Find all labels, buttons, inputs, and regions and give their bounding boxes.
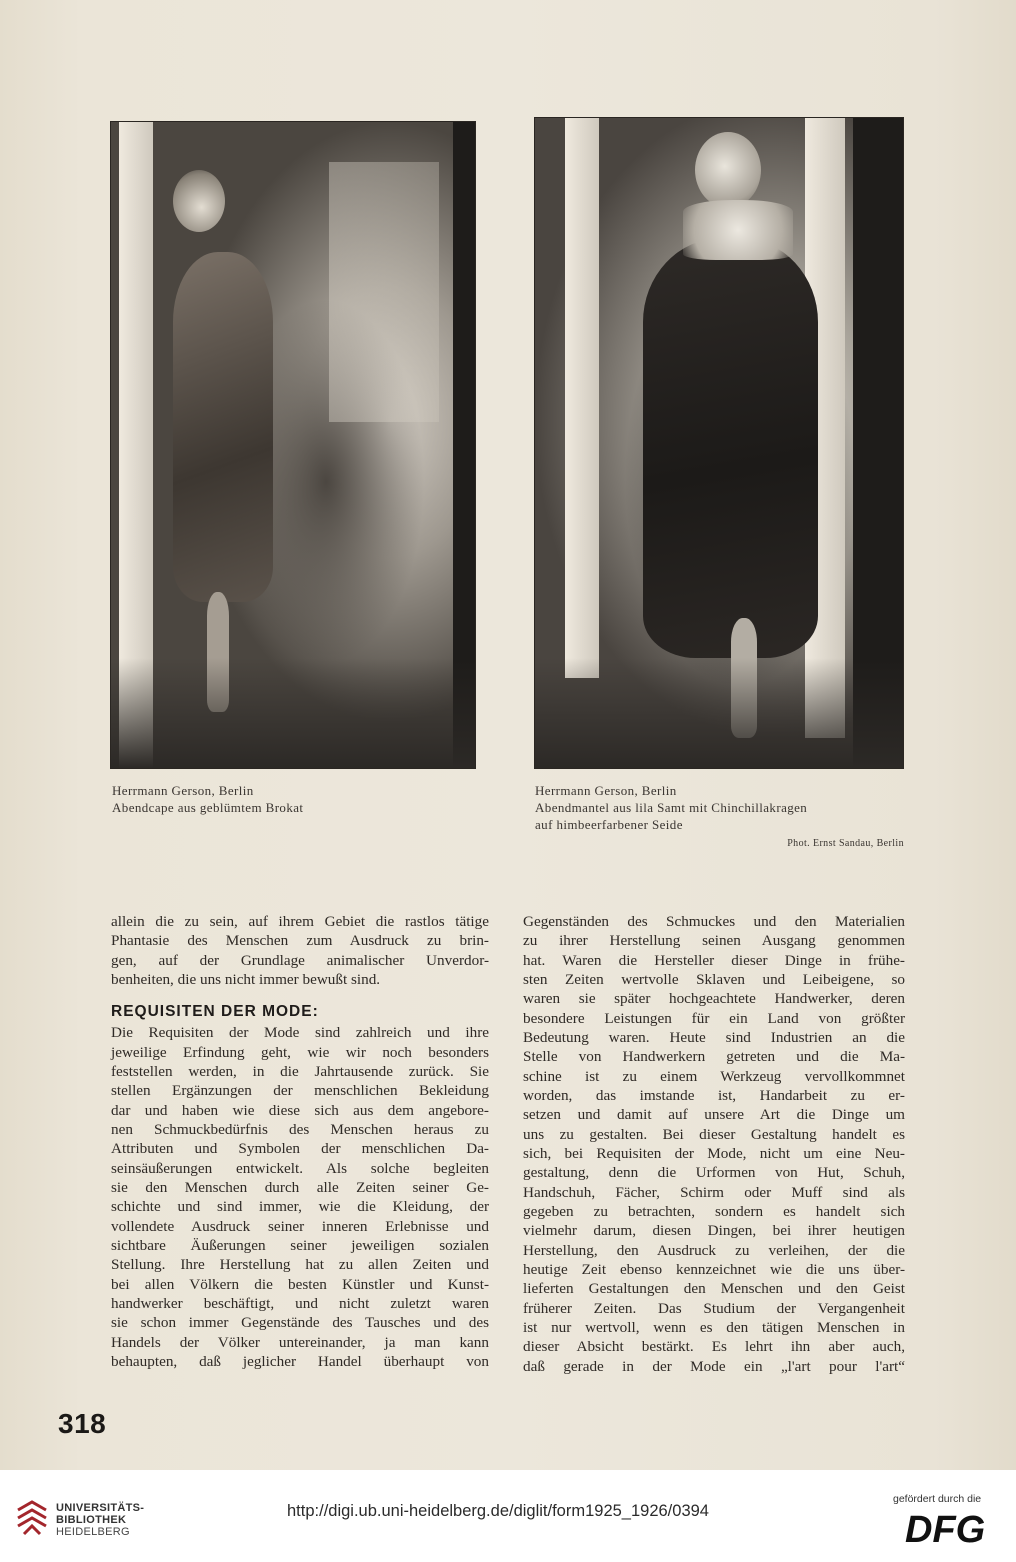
- text-line: gestaltung, denn die Urformen von Hut, Schuh,: [523, 1164, 905, 1182]
- figure-cape: [173, 252, 273, 602]
- text-line: jeweilige Erfindung geht, wie wir noch besonders: [111, 1043, 489, 1061]
- text-line: gen, auf der Grundlage animalischer Unverdor-: [111, 951, 489, 969]
- text-line: vielmehr darum, diesen Dingen, bei ihrer heutigen: [523, 1222, 905, 1240]
- dfg-logo[interactable]: DFG: [905, 1509, 986, 1551]
- text-line: stellen Ergänzungen der menschlichen Bekleidung: [111, 1082, 489, 1100]
- text-line: bei allen Völkern die besten Künstler und Kunst-: [111, 1275, 489, 1293]
- text-line: Stellung. Ihre Herstellung hat zu allen Zeiten und: [111, 1256, 489, 1274]
- text-line: sichtbare Äußerungen seiner jeweiligen sozialen: [111, 1236, 489, 1254]
- figure-coat: [643, 238, 818, 658]
- text-line: sie den Menschen durch alle Zeiten seiner Ge-: [111, 1178, 489, 1196]
- section-heading: REQUISITEN DER MODE:: [111, 1003, 319, 1021]
- caption-right-description: Abendmantel aus lila Samt mit Chinchillakragen: [535, 800, 808, 815]
- text-line: sich, bei Requisiten der Mode, nicht um eine Neu-: [523, 1144, 905, 1162]
- door-frame-left: [565, 118, 599, 678]
- text-line: ist nur wertvoll, wenn es den tätigen Menschen in: [523, 1318, 905, 1336]
- text-line: Handschuh, Fächer, Schirm oder Muff sind als: [523, 1183, 905, 1201]
- text-line: behaupten, daß jeglicher Handel überhaupt von: [111, 1352, 489, 1370]
- text-line: daß gerade in der Mode ein „l'art pour l'art“: [523, 1357, 905, 1375]
- caption-left-designer: Herrmann Gerson, Berlin: [112, 783, 254, 798]
- text-line: benheiten, die uns nicht immer bewußt sind.: [111, 970, 381, 988]
- library-name-line2: BIBLIOTHEK: [56, 1514, 127, 1526]
- document-url-link[interactable]: http://digi.ub.uni-heidelberg.de/diglit/form1925_1926/0394: [287, 1502, 709, 1520]
- photo-credit: Phot. Ernst Sandau, Berlin: [787, 838, 904, 849]
- text-line: sie schon immer Gegenstände des Tausches und des: [111, 1314, 489, 1332]
- text-line: Gegenständen des Schmuckes und den Materialien: [523, 913, 905, 930]
- chinchilla-collar: [683, 200, 793, 260]
- footer-bar: [0, 1470, 1016, 1562]
- photo-evening-coat: [534, 117, 904, 769]
- figure-head: [173, 170, 225, 232]
- paragraph-gap: [111, 989, 489, 1001]
- text-line: feststellen werden, in die Jahrtausende zurück. Sie: [111, 1062, 489, 1080]
- text-line: Handels der Völker untereinander, ja man kann: [111, 1333, 489, 1351]
- text-line: uns zu gestalten. Bei dieser Gestaltung handelt es: [523, 1125, 905, 1143]
- text-line: Phantasie des Menschen zum Ausdruck zu brin-: [111, 932, 489, 950]
- text-line: heutige Zeit ebenso kennzeichnet wie die uns über-: [523, 1260, 905, 1278]
- text-line: Bedeutung waren. Heute sind Industrien an die: [523, 1028, 905, 1046]
- university-library-logo-icon: [14, 1500, 50, 1538]
- text-line: schichte und sind immer, wie die Kleidung, der: [111, 1198, 489, 1216]
- text-line: lieferten Gestaltungen den Menschen und den Geist: [523, 1280, 905, 1298]
- photo-evening-cape: [110, 121, 476, 769]
- text-line: Die Requisiten der Mode sind zahlreich und ihre: [111, 1024, 489, 1042]
- text-line: worden, das imstande ist, Handarbeit zu er-: [523, 1086, 905, 1104]
- background-door: [329, 162, 439, 422]
- text-column-left: [111, 912, 489, 1371]
- text-line: sten Zeiten wertvolle Sklaven und Leibeigene, so: [523, 970, 905, 988]
- university-library-name[interactable]: [56, 1502, 144, 1538]
- text-line: nen Schmuckbedürfnis des Menschen heraus zu: [111, 1120, 489, 1138]
- text-line: handwerker beschäftigt, und nicht zuletzt waren: [111, 1294, 489, 1312]
- figure-head: [695, 132, 761, 208]
- text-line: Herstellung, den Ausdruck zu verleihen, der die: [523, 1241, 905, 1259]
- caption-left-description: Abendcape aus geblümtem Brokat: [112, 800, 304, 815]
- library-name-line3: HEIDELBERG: [56, 1526, 130, 1538]
- text-line: früherer Zeiten. Das Studium der Vergangenheit: [523, 1299, 905, 1317]
- floor: [111, 658, 475, 768]
- text-line: vollendete Ausdruck seiner inneren Erlebnisse und: [111, 1217, 489, 1235]
- text-line: zu ihrer Herstellung seinen Ausgang genommen: [523, 932, 905, 950]
- caption-right: [535, 782, 807, 833]
- text-line: dieser Absicht bestärkt. Es lehrt ihn aber auch,: [523, 1338, 905, 1356]
- text-column-right: [523, 912, 905, 1376]
- funded-by-label: gefördert durch die: [893, 1493, 982, 1505]
- text-line: allein die zu sein, auf ihrem Gebiet die rastlos tätige: [111, 913, 489, 930]
- text-line: waren sie später hochgeachtete Handwerker, deren: [523, 990, 905, 1008]
- text-line: hat. Waren die Hersteller dieser Dinge in frühe-: [523, 951, 905, 969]
- floor: [535, 658, 903, 768]
- caption-right-designer: Herrmann Gerson, Berlin: [535, 783, 677, 798]
- text-line: besondere Leistungen für ein Land von größter: [523, 1009, 905, 1027]
- library-name-line1: UNIVERSITÄTS-: [56, 1502, 145, 1514]
- text-line: seinsäußerungen entwickelt. Als solche begleiten: [111, 1159, 489, 1177]
- text-line: schine ist zu einem Werkzeug vervollkommnet: [523, 1067, 905, 1085]
- caption-left: [112, 782, 303, 816]
- text-line: gegeben zu betrachten, sondern es handelt sich: [523, 1202, 905, 1220]
- page-number: 318: [58, 1408, 107, 1439]
- text-line: Attributen und Symbolen der menschlichen Da-: [111, 1140, 489, 1158]
- caption-right-description-cont: auf himbeerfarbener Seide: [535, 817, 683, 832]
- text-line: Stelle von Handwerkern getreten und die Ma-: [523, 1048, 905, 1066]
- text-line: dar und haben wie diese sich aus dem angebore-: [111, 1101, 489, 1119]
- text-line: setzen und damit auf unsere Art die Dinge um: [523, 1106, 905, 1124]
